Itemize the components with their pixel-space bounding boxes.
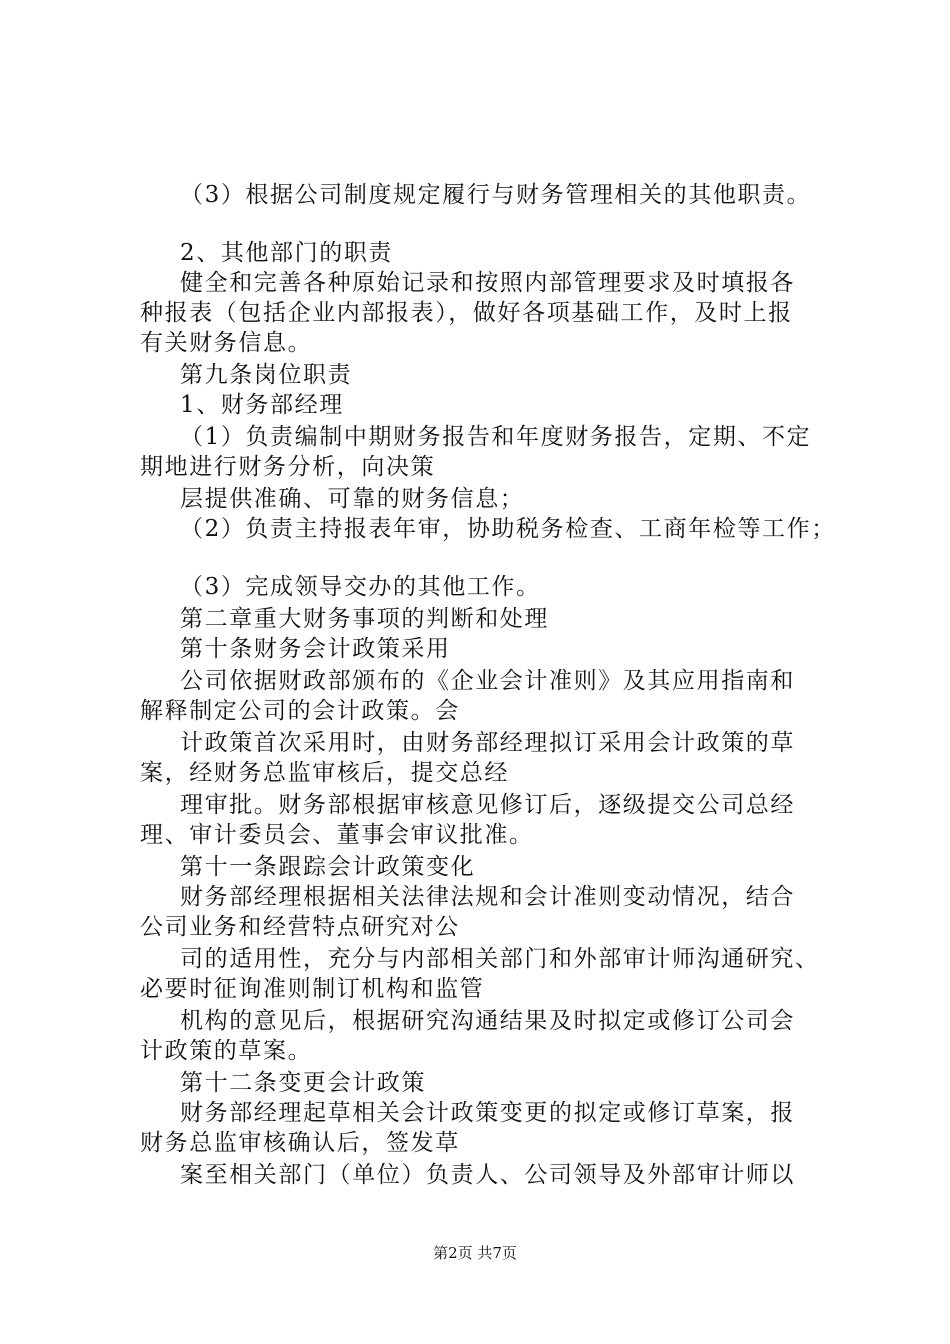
chapter-heading: 第二章重大财务事项的判断和处理	[180, 606, 549, 632]
text-line: （3）根据公司制度规定履行与财务管理相关的其他职责。	[180, 182, 812, 208]
article-heading: 第十条财务会计政策采用	[180, 636, 451, 662]
text-line: 理、审计委员会、董事会审议批准。	[140, 822, 534, 848]
text-line: （1）负责编制中期财务报告和年度财务报告，定期、不定	[180, 424, 812, 450]
text-line: 必要时征询准则制订机构和监管	[140, 976, 485, 1002]
text-line: 案，经财务总监审核后，提交总经	[140, 760, 509, 786]
section-heading: 2、其他部门的职责	[180, 240, 394, 266]
article-heading: 第十一条跟踪会计政策变化	[180, 854, 476, 880]
text-line: 解释制定公司的会计政策。会	[140, 698, 460, 724]
text-line: 财务部经理起草相关会计政策变更的拟定或修订草案，报	[180, 1100, 795, 1126]
text-line: 案至相关部门（单位）负责人、公司领导及外部审计师以	[180, 1162, 795, 1188]
text-line: 财务总监审核确认后，签发草	[140, 1130, 460, 1156]
section-heading: 1、财务部经理	[180, 392, 344, 418]
text-line: 计政策首次采用时，由财务部经理拟订采用会计政策的草	[180, 730, 795, 756]
text-line: 健全和完善各种原始记录和按照内部管理要求及时填报各	[180, 270, 795, 296]
text-line: 财务部经理根据相关法律法规和会计准则变动情况，结合	[180, 884, 795, 910]
text-line: 层提供准确、可靠的财务信息；	[180, 486, 525, 512]
text-line: （2）负责主持报表年审，协助税务检查、工商年检等工作；	[180, 516, 836, 542]
text-line: 公司业务和经营特点研究对公	[140, 914, 460, 940]
text-line: 种报表（包括企业内部报表），做好各项基础工作，及时上报	[140, 300, 793, 326]
text-line: 理审批。财务部根据审核意见修订后，逐级提交公司总经	[180, 792, 795, 818]
text-line: 计政策的草案。	[140, 1038, 313, 1064]
text-line: （3）完成领导交办的其他工作。	[180, 574, 541, 600]
text-line: 机构的意见后，根据研究沟通结果及时拟定或修订公司会	[180, 1008, 795, 1034]
text-line: 司的适用性，充分与内部相关部门和外部审计师沟通研究、	[180, 946, 820, 972]
text-line: 公司依据财政部颁布的《企业会计准则》及其应用指南和	[180, 668, 795, 694]
article-heading: 第九条岗位职责	[180, 362, 353, 388]
page-number-footer: 第2页 共7页	[433, 1244, 517, 1262]
text-line: 期地进行财务分析，向决策	[140, 454, 436, 480]
text-line: 有关财务信息。	[140, 330, 313, 356]
article-heading: 第十二条变更会计政策	[180, 1070, 426, 1096]
